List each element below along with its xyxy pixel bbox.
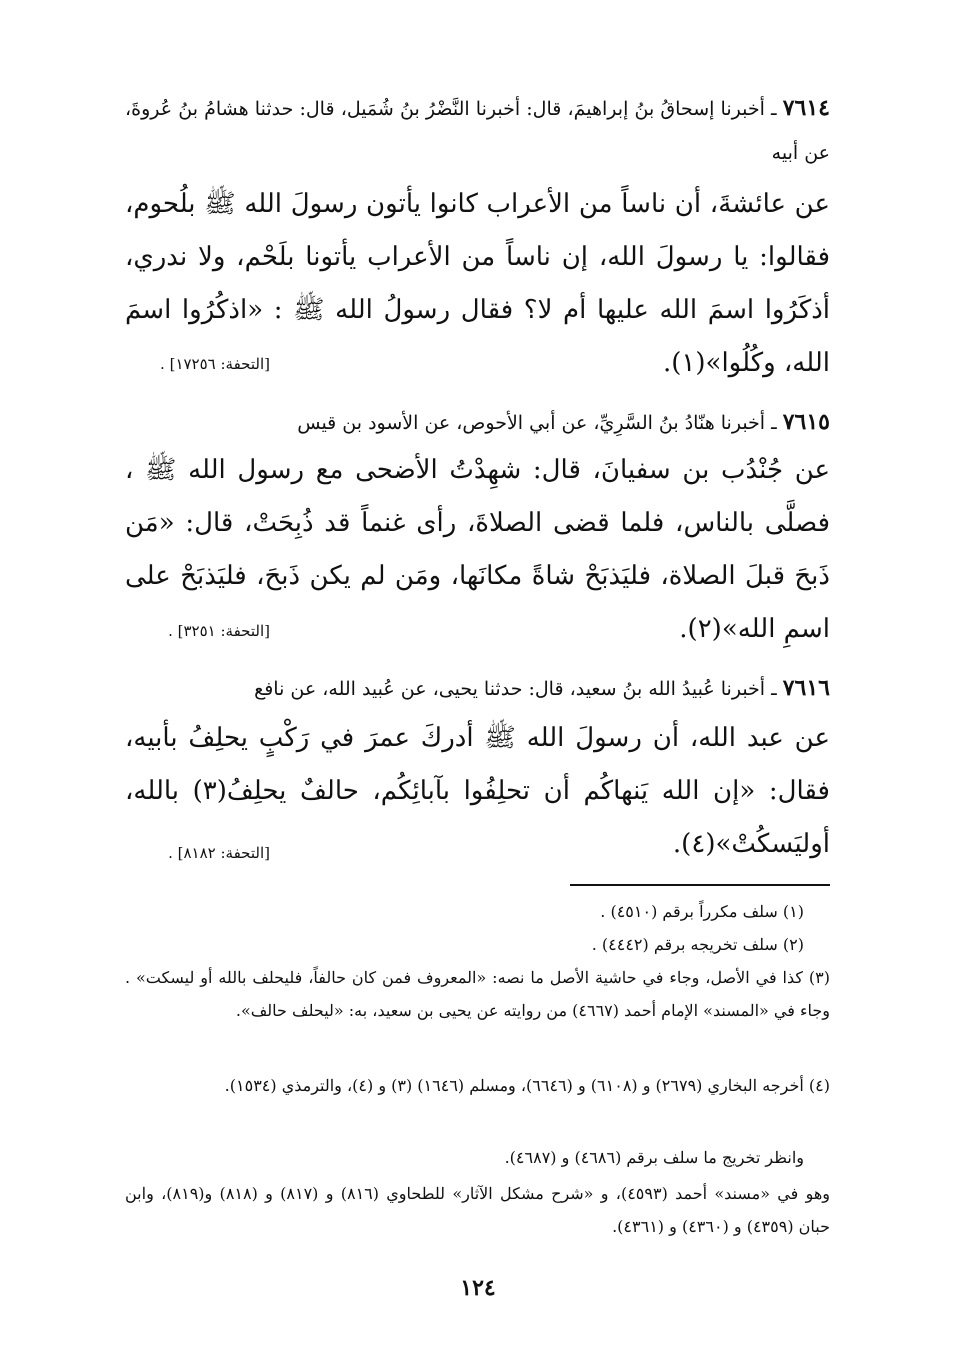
hadith-7615-isnad: ـ أخبرنا هنّادُ بنُ السَّرِيِّ، عن أبي الأحوص، عن الأسود بن قيس [297, 412, 777, 434]
footnote-separator [570, 884, 830, 886]
footnote-1: (١) سلف مكرراً برقم (٤٥١٠) . [600, 902, 804, 921]
hadith-7616-isnad: ـ أخبرنا عُبيدُ الله بنُ سعيد، قال: حدثنا يحيى، عن عُبيد الله، عن نافع [254, 678, 777, 700]
hadith-7615-number: ٧٦١٥ [782, 409, 830, 435]
hadith-7616-isnad-paragraph [125, 666, 830, 711]
hadith-7615-matn: عن جُنْدُب بن سفيانَ، قال: شهِدْتُ الأضحى مع رسول الله ﷺ ، فصلَّى بالناس، فلما قضى الصلاةَ، رأى غنماً قد ذُبِحَتْ، قال: «مَن ذَبحَ قبلَ الصلاة، فليَذبَحْ شاةً مكانَها، ومَن لم يكن ذَبحَ، فليَذبَحْ على اسمِ الله»(٢). [125, 455, 830, 644]
hadith-7615-tuhfa: [التحفة: ٣٢٥١] . [168, 622, 270, 640]
page-number: ١٢٤ [460, 1275, 496, 1301]
hadith-7616-number: ٧٦١٦ [782, 675, 830, 701]
hadith-7614-isnad: ـ أخبرنا إسحاقُ بنُ إبراهيمَ، قال: أخبرنا النَّضْرُ بنُ شُمَيل، قال: حدثنا هشامُ بنُ عُروةَ، عن أبيه [125, 98, 830, 164]
hadith-7614-tuhfa: [التحفة: ١٧٢٥٦] . [160, 355, 270, 373]
hadith-7616-tuhfa: [التحفة: ٨١٨٢] . [168, 844, 270, 862]
hadith-7614-isnad-paragraph [125, 86, 830, 175]
footnote-3: (٣) كذا في الأصل، وجاء في حاشية الأصل ما نصه: «المعروف فمن كان حالفاً، فليحلف بالله أو ليسكت» . وجاء في «المسند» الإمام أحمد (٤٦٦٧) من روايته عن يحيى بن سعيد، به: «ليحلف حالف». [125, 968, 831, 1020]
footnote-4: (٤) أخرجه البخاري (٢٦٧٩) و (٦١٠٨) و (٦٦٤٦)، ومسلم (١٦٤٦) (٣) و (٤)، والترمذي (١٥٣٤). [224, 1076, 830, 1095]
footnote-4-see-also: وانظر تخريج ما سلف برقم (٤٦٨٦) و (٤٦٨٧). [504, 1148, 804, 1167]
hadith-7614-matn: عن عائشةَ، أن ناساً من الأعراب كانوا يأتون رسولَ الله ﷺ بلُحوم، فقالوا: يا رسولَ الله، إن ناساً من الأعراب يأتونا بلَحْم، ولا ندري، أذكَرُوا اسمَ الله عليها أم لا؟ فقال رسولُ الله ﷺ : «اذكُرُوا اسمَ الله، وكُلُوا»(١). [125, 189, 830, 378]
footnote-2: (٢) سلف تخريجه برقم (٤٤٤٢) . [591, 935, 804, 954]
footnote-4-sources: وهو في «مسند» أحمد (٤٥٩٣)، و «شرح مشكل الآثار» للطحاوي (٨١٦) و (٨١٧) و (٨١٨) و(٨١٩)، وابن حبان (٤٣٥٩) و (٤٣٦٠) و (٤٣٦١). [125, 1184, 831, 1236]
hadith-7616-matn: عن عبد الله، أن رسولَ الله ﷺ أدركَ عمرَ في رَكْبٍ يحلِفُ بأبيه، فقال: «إن الله يَنهاكُم أن تحلِفُوا بآبائِكُم، حالفٌ يحلِفُ(٣) بالله، أوليَسكُتْ»(٤). [125, 723, 830, 859]
hadith-7615-isnad-paragraph [125, 400, 830, 445]
hadith-7614-number: ٧٦١٤ [782, 95, 830, 121]
